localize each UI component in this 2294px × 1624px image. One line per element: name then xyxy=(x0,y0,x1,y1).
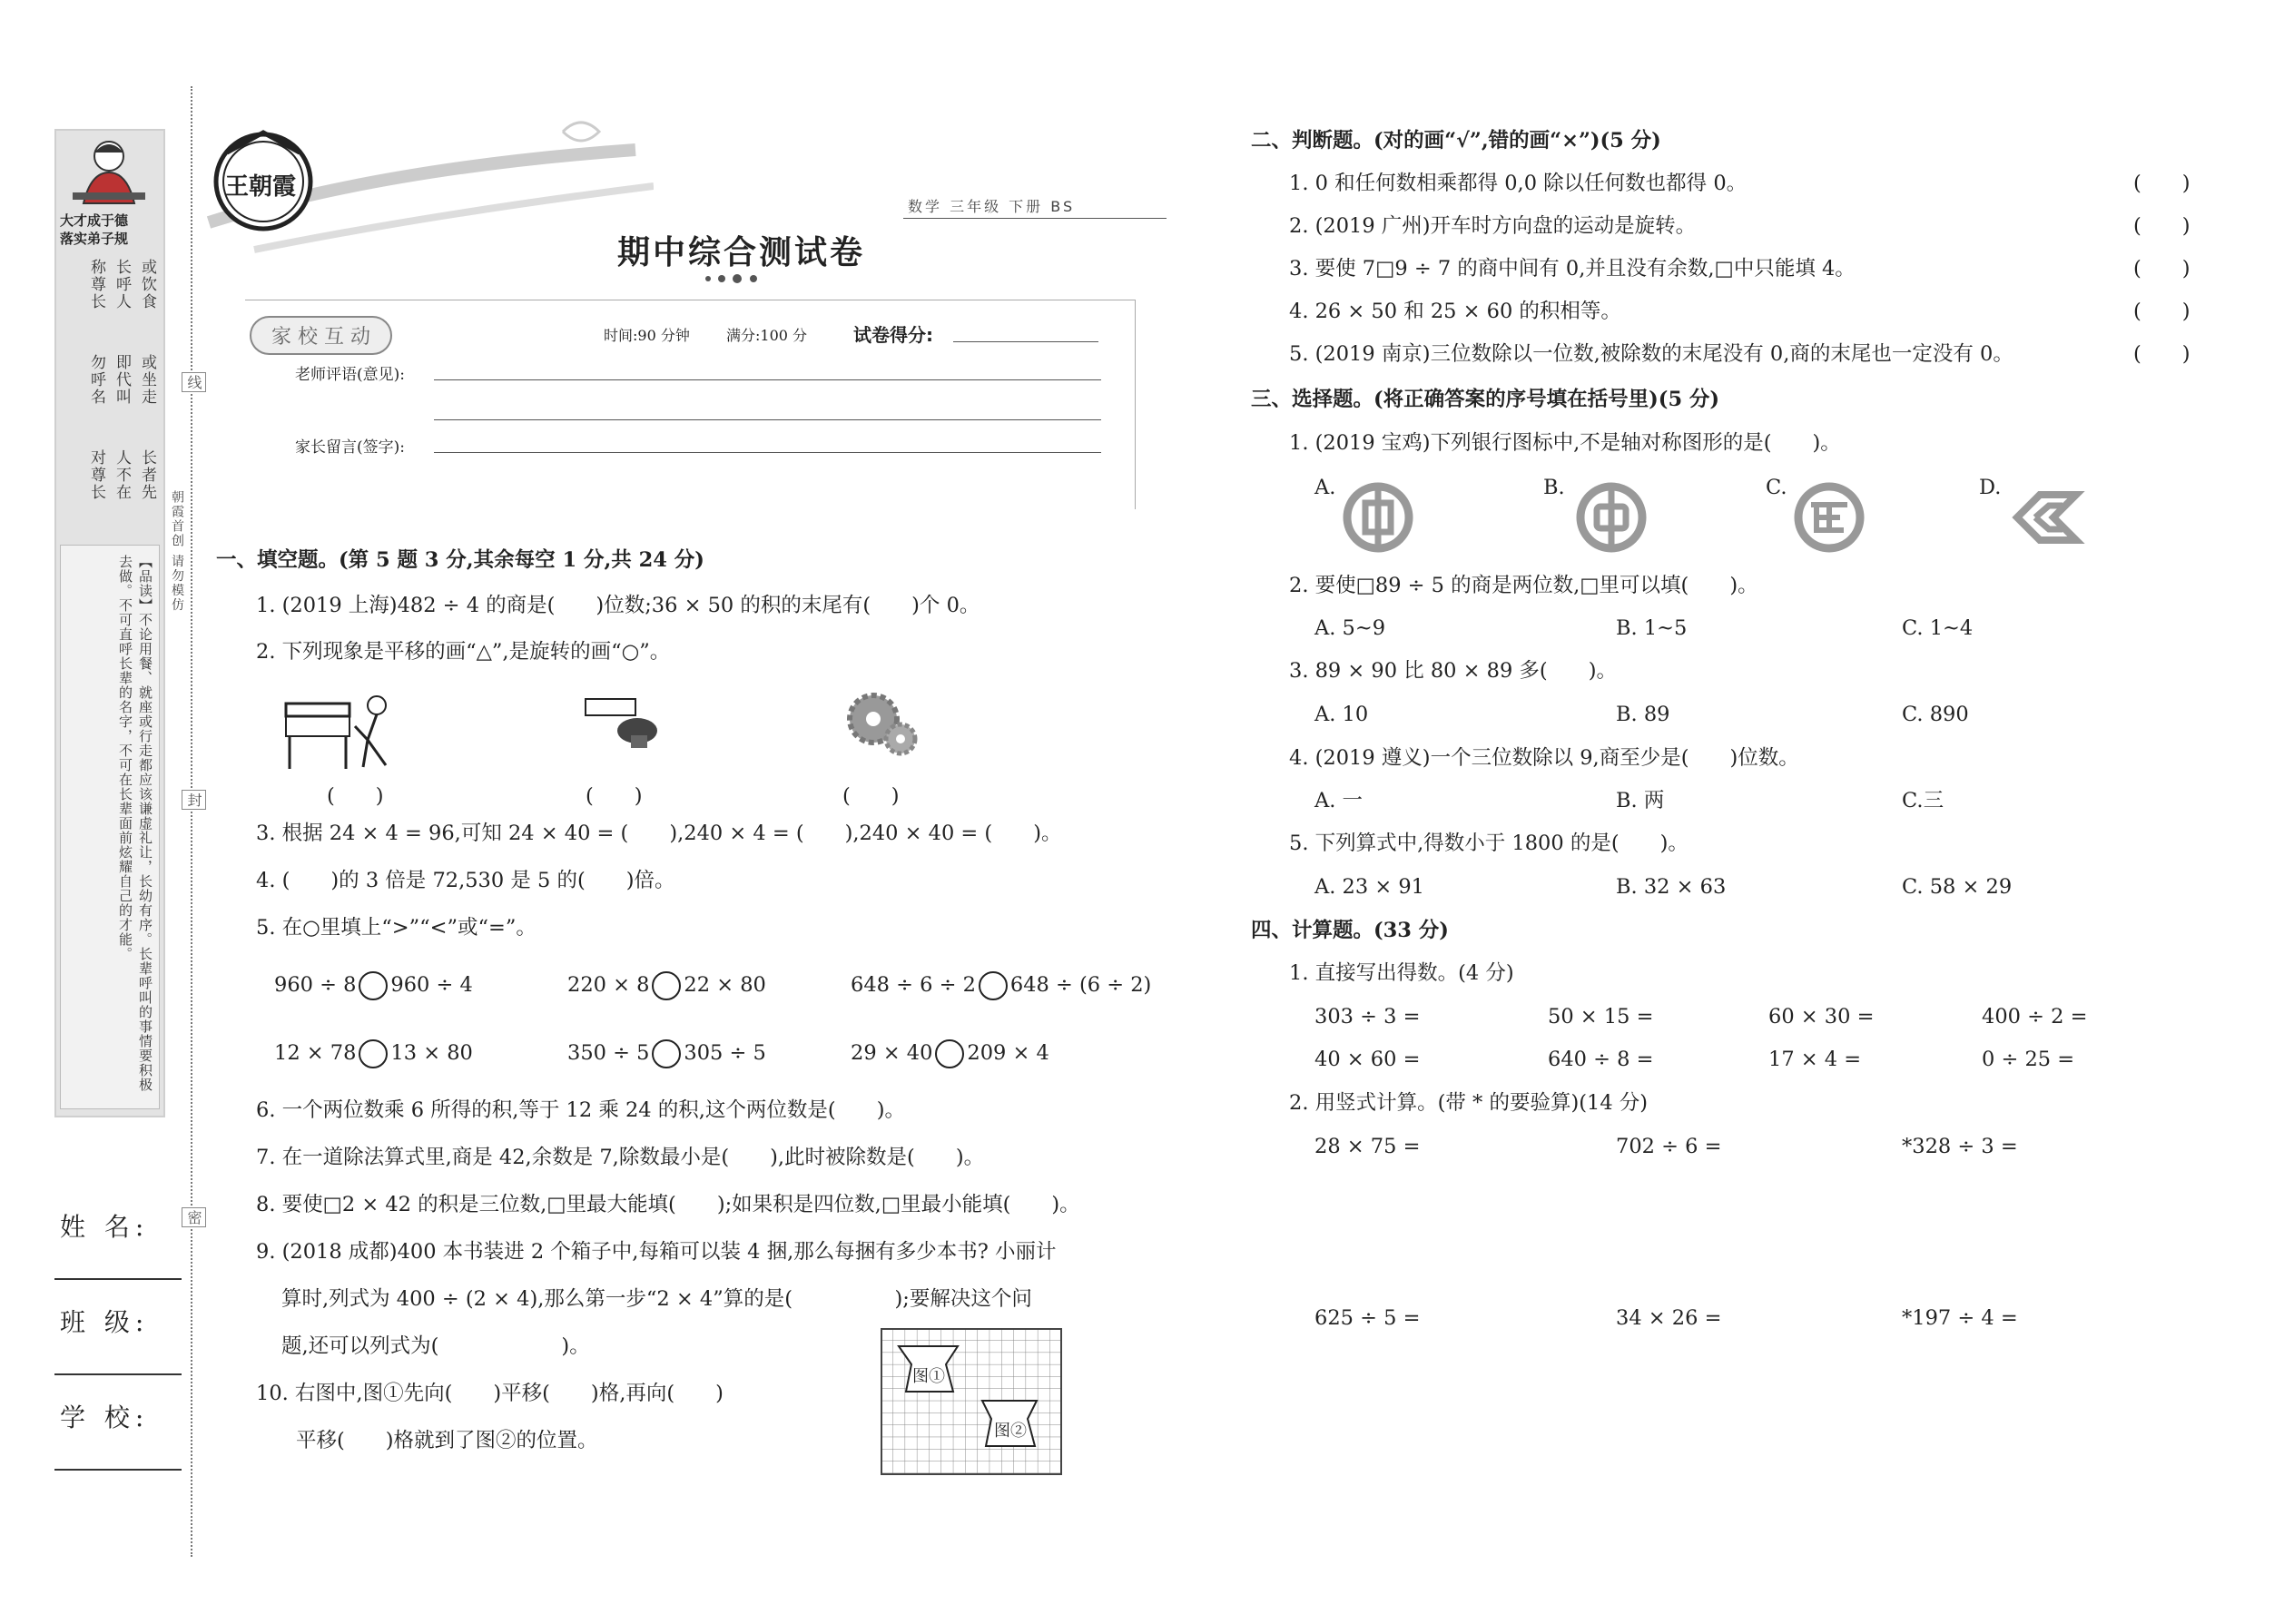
s3-q2: 2. 要使□89 ÷ 5 的商是两位数,□里可以填( )。 xyxy=(1289,574,1758,597)
compare-right: 960 ÷ 4 xyxy=(390,973,473,997)
exam-score-label: 试卷得分: xyxy=(853,324,933,346)
fold-mark: 线 xyxy=(182,372,206,392)
section3-heading: 三、选择题。(将正确答案的序号填在括号里)(5 分) xyxy=(1251,388,1720,411)
option-d[interactable]: D. xyxy=(1979,476,2002,499)
s3-q3: 3. 89 × 90 比 80 × 89 多( )。 xyxy=(1289,659,1617,683)
s1-q3: 3. 根据 24 × 4 = 96,可知 24 × 40 = ( ),240 × 4 = ( ),240 × 40 = ( )。 xyxy=(256,822,1062,845)
judgement-answer[interactable]: ( ) xyxy=(2133,257,2191,281)
compare-item xyxy=(274,1039,473,1068)
rules-col: 称尊长 xyxy=(87,259,105,310)
compare-left: 960 ÷ 8 xyxy=(274,973,357,997)
calc-item: 50 × 15 = xyxy=(1548,1005,1654,1029)
subject-underline xyxy=(903,218,1167,219)
compare-circle[interactable] xyxy=(652,971,681,1000)
compare-right: 648 ÷ (6 ÷ 2) xyxy=(1009,973,1152,997)
rules-col: 即代叫 xyxy=(113,354,131,406)
vertical-calc-item: 625 ÷ 5 = xyxy=(1314,1306,1421,1330)
s1-q9-line2: 算时,列式为 400 ÷ (2 × 4),那么第一步“2 × 4”算的是( );要解决这个问 xyxy=(281,1287,1032,1311)
compare-item xyxy=(274,971,473,1000)
calc-item: 0 ÷ 25 = xyxy=(1982,1048,2075,1071)
fold-line xyxy=(191,86,192,1557)
compare-left: 350 ÷ 5 xyxy=(567,1041,650,1065)
option-c[interactable]: C. xyxy=(1766,476,1787,499)
compare-left: 648 ÷ 6 ÷ 2 xyxy=(851,973,976,997)
exam-full-score: 满分:100 分 xyxy=(726,327,808,344)
scholar-illustration xyxy=(64,136,154,209)
figure-1-label: 图① xyxy=(912,1367,945,1386)
class-field[interactable] xyxy=(54,1373,182,1375)
calc-item: 640 ÷ 8 = xyxy=(1548,1048,1654,1071)
s1-q2-blank-3[interactable]: ( ) xyxy=(842,784,900,808)
teacher-comment-label: 老师评语(意见): xyxy=(295,366,405,384)
teacher-comment-field-line2[interactable] xyxy=(434,419,1101,420)
vertical-calc-item: 28 × 75 = xyxy=(1314,1135,1421,1158)
page-title: 期中综合测试卷 xyxy=(617,233,866,271)
vertical-calc-item: *328 ÷ 3 = xyxy=(1902,1135,2018,1158)
s1-q2-blank-1[interactable]: ( ) xyxy=(327,784,384,808)
s3-q5: 5. 下列算式中,得数小于 1800 的是( )。 xyxy=(1289,832,1689,855)
name-label: 姓 名: xyxy=(60,1212,150,1242)
vertical-calc-item: 34 × 26 = xyxy=(1616,1306,1722,1330)
rules-col: 长呼人 xyxy=(113,259,131,310)
compare-right: 22 × 80 xyxy=(684,973,766,997)
judgement-item: 1. 0 和任何数相乘都得 0,0 除以任何数也都得 0。 xyxy=(1289,172,1748,195)
compare-left: 220 × 8 xyxy=(567,973,650,997)
s1-q5: 5. 在○里填上“>”“<”或“=”。 xyxy=(256,916,537,940)
turn-faucet-illustration xyxy=(581,690,672,753)
s4-sub1: 1. 直接写出得数。(4 分) xyxy=(1289,961,1514,985)
s3-q3-opt[interactable]: A. 10 xyxy=(1314,703,1369,726)
s3-q4: 4. (2019 遵义)一个三位数除以 9,商至少是( )位数。 xyxy=(1289,746,1799,770)
compare-circle[interactable] xyxy=(359,1039,388,1068)
compare-circle[interactable] xyxy=(935,1039,964,1068)
s1-q7: 7. 在一道除法算式里,商是 42,余数是 7,除数最小是( ),此时被除数是( )。 xyxy=(256,1146,985,1169)
rules-col: 或饮食 xyxy=(138,259,156,310)
name-field[interactable] xyxy=(54,1278,182,1280)
reading-text: 【品读】不论用餐、就座或行走都应该谦虚礼让，长幼有序。长辈呼叫的事情要积极去做。不可直呼长辈的名字，不可在长辈面前炫耀自己的才能。 xyxy=(117,555,153,1092)
s1-q9-line1: 9. (2018 成都)400 本书装进 2 个箱子中,每箱可以装 4 捆,那么每捆有多少本书? 小丽计 xyxy=(256,1240,1057,1264)
section4-heading: 四、计算题。(33 分) xyxy=(1251,919,1449,942)
gears-illustration xyxy=(844,683,921,760)
judgement-item: 4. 26 × 50 和 25 × 60 的积相等。 xyxy=(1289,300,1621,323)
motto-top: 大才成于德 xyxy=(60,212,129,229)
section1-heading: 一、填空题。(第 5 题 3 分,其余每空 1 分,共 24 分) xyxy=(216,548,704,572)
compare-left: 29 × 40 xyxy=(851,1041,933,1065)
ccb-bank-icon xyxy=(2008,486,2090,549)
calc-item: 17 × 4 = xyxy=(1768,1048,1862,1071)
rules-col: 对尊长 xyxy=(87,449,105,501)
figure-2-label: 图② xyxy=(994,1422,1027,1441)
school-label: 学 校: xyxy=(60,1403,150,1432)
compare-item xyxy=(567,971,766,1000)
s1-q9-line3: 题,还可以列式为( )。 xyxy=(281,1334,590,1358)
title-dots-decoration xyxy=(699,272,772,285)
s3-q4-opt[interactable]: A. 一 xyxy=(1314,789,1364,812)
icbc-bank-icon xyxy=(1342,481,1414,554)
reading-box xyxy=(60,545,160,1109)
calc-item: 60 × 30 = xyxy=(1768,1005,1875,1029)
judgement-answer[interactable]: ( ) xyxy=(2133,300,2191,323)
option-b[interactable]: B. xyxy=(1543,476,1565,499)
compare-item xyxy=(567,1039,766,1068)
judgement-item: 5. (2019 南京)三位数除以一位数,被除数的末尾没有 0,商的末尾也一定没有 0。 xyxy=(1289,342,2013,366)
push-desk-illustration xyxy=(277,685,404,772)
rules-block xyxy=(62,259,162,540)
s1-q8: 8. 要使□2 × 42 的积是三位数,□里最大能填( );如果积是四位数,□里最小能填( )。 xyxy=(256,1193,1080,1216)
exam-score-field[interactable] xyxy=(953,341,1098,342)
s4-sub2: 2. 用竖式计算。(带 * 的要验算)(14 分) xyxy=(1289,1091,1649,1115)
s1-q2: 2. 下列现象是平移的画“△”,是旋转的画“○”。 xyxy=(256,640,671,664)
motto-bottom: 落实弟子规 xyxy=(60,231,129,247)
rules-col: 人不在 xyxy=(113,449,131,501)
compare-circle[interactable] xyxy=(979,971,1008,1000)
school-field[interactable] xyxy=(54,1469,182,1471)
fold-mark: 封 xyxy=(182,790,206,810)
s3-q3-opt[interactable]: B. 89 xyxy=(1616,703,1670,726)
compare-right: 305 ÷ 5 xyxy=(684,1041,766,1065)
vertical-calc-item: 702 ÷ 6 = xyxy=(1616,1135,1722,1158)
home-school-tag: 家 校 互 动 xyxy=(250,316,392,355)
judgement-item: 2. (2019 广州)开车时方向盘的运动是旋转。 xyxy=(1289,214,1697,238)
s3-q5-opt[interactable]: B. 32 × 63 xyxy=(1616,875,1727,899)
compare-left: 12 × 78 xyxy=(274,1041,357,1065)
s1-q10-line2: 平移( )格就到了图②的位置。 xyxy=(296,1429,598,1452)
class-label: 班 级: xyxy=(60,1307,150,1337)
s3-q1: 1. (2019 宝鸡)下列银行图标中,不是轴对称图形的是( )。 xyxy=(1289,431,1841,455)
boc-bank-icon xyxy=(1575,481,1648,554)
teacher-comment-field[interactable] xyxy=(434,379,1101,380)
fold-mark: 密 xyxy=(182,1207,206,1227)
judgement-answer[interactable]: ( ) xyxy=(2133,172,2191,195)
s1-q2-blank-2[interactable]: ( ) xyxy=(586,784,643,808)
s3-q2-opt[interactable]: B. 1~5 xyxy=(1616,616,1688,640)
s1-q6: 6. 一个两位数乘 6 所得的积,等于 12 乘 24 的积,这个两位数是( )。 xyxy=(256,1098,905,1122)
s3-q5-opt[interactable]: A. 23 × 91 xyxy=(1314,875,1424,899)
s3-q3-opt[interactable]: C. 890 xyxy=(1902,703,1969,726)
rules-col: 长者先 xyxy=(138,449,156,501)
judgement-item: 3. 要使 7□9 ÷ 7 的商中间有 0,并且没有余数,□中只能填 4。 xyxy=(1289,257,1856,281)
rules-col: 或坐走 xyxy=(138,354,156,406)
calc-item: 400 ÷ 2 = xyxy=(1982,1005,2088,1029)
s1-q4: 4. ( )的 3 倍是 72,530 是 5 的( )倍。 xyxy=(256,869,675,892)
judgement-answer[interactable]: ( ) xyxy=(2133,342,2191,366)
parent-note-label: 家长留言(签字): xyxy=(295,438,405,457)
brand-note: 朝霞首创 请勿模仿 xyxy=(170,490,184,613)
abc-bank-icon xyxy=(1793,481,1866,554)
s3-q5-opt[interactable]: C. 58 × 29 xyxy=(1902,875,2013,899)
compare-circle[interactable] xyxy=(359,971,388,1000)
compare-right: 209 × 4 xyxy=(967,1041,1049,1065)
judgement-list xyxy=(1289,170,2210,388)
s1-q1: 1. (2019 上海)482 ÷ 4 的商是( )位数;36 × 50 的积的末尾有( )个 0。 xyxy=(256,594,980,617)
parent-note-field[interactable] xyxy=(434,452,1101,453)
s3-q4-opt[interactable]: B. 两 xyxy=(1616,789,1665,812)
s3-q4-opt[interactable]: C.三 xyxy=(1902,789,1944,812)
calc-item: 40 × 60 = xyxy=(1314,1048,1421,1071)
compare-circle[interactable] xyxy=(652,1039,681,1068)
judgement-answer[interactable]: ( ) xyxy=(2133,214,2191,238)
logo-text: 王朝霞 xyxy=(225,173,297,201)
section2-heading: 二、判断题。(对的画“√”,错的画“×”)(5 分) xyxy=(1251,129,1661,153)
s1-q10-line1: 10. 右图中,图①先向( )平移( )格,再向( ) xyxy=(256,1382,724,1405)
compare-item xyxy=(851,1039,1049,1068)
option-a[interactable]: A. xyxy=(1314,476,1336,499)
calc-item: 303 ÷ 3 = xyxy=(1314,1005,1421,1029)
subject-tag: 数学 三年级 下册 BS xyxy=(908,198,1076,215)
s3-q2-opt[interactable]: A. 5~9 xyxy=(1314,616,1386,640)
compare-right: 13 × 80 xyxy=(390,1041,473,1065)
rules-col: 勿呼名 xyxy=(87,354,105,406)
vertical-calc-item: *197 ÷ 4 = xyxy=(1902,1306,2018,1330)
compare-item xyxy=(851,971,1151,1000)
exam-time: 时间:90 分钟 xyxy=(604,327,690,344)
translation-grid-figure xyxy=(881,1328,1062,1475)
s3-q2-opt[interactable]: C. 1~4 xyxy=(1902,616,1974,640)
